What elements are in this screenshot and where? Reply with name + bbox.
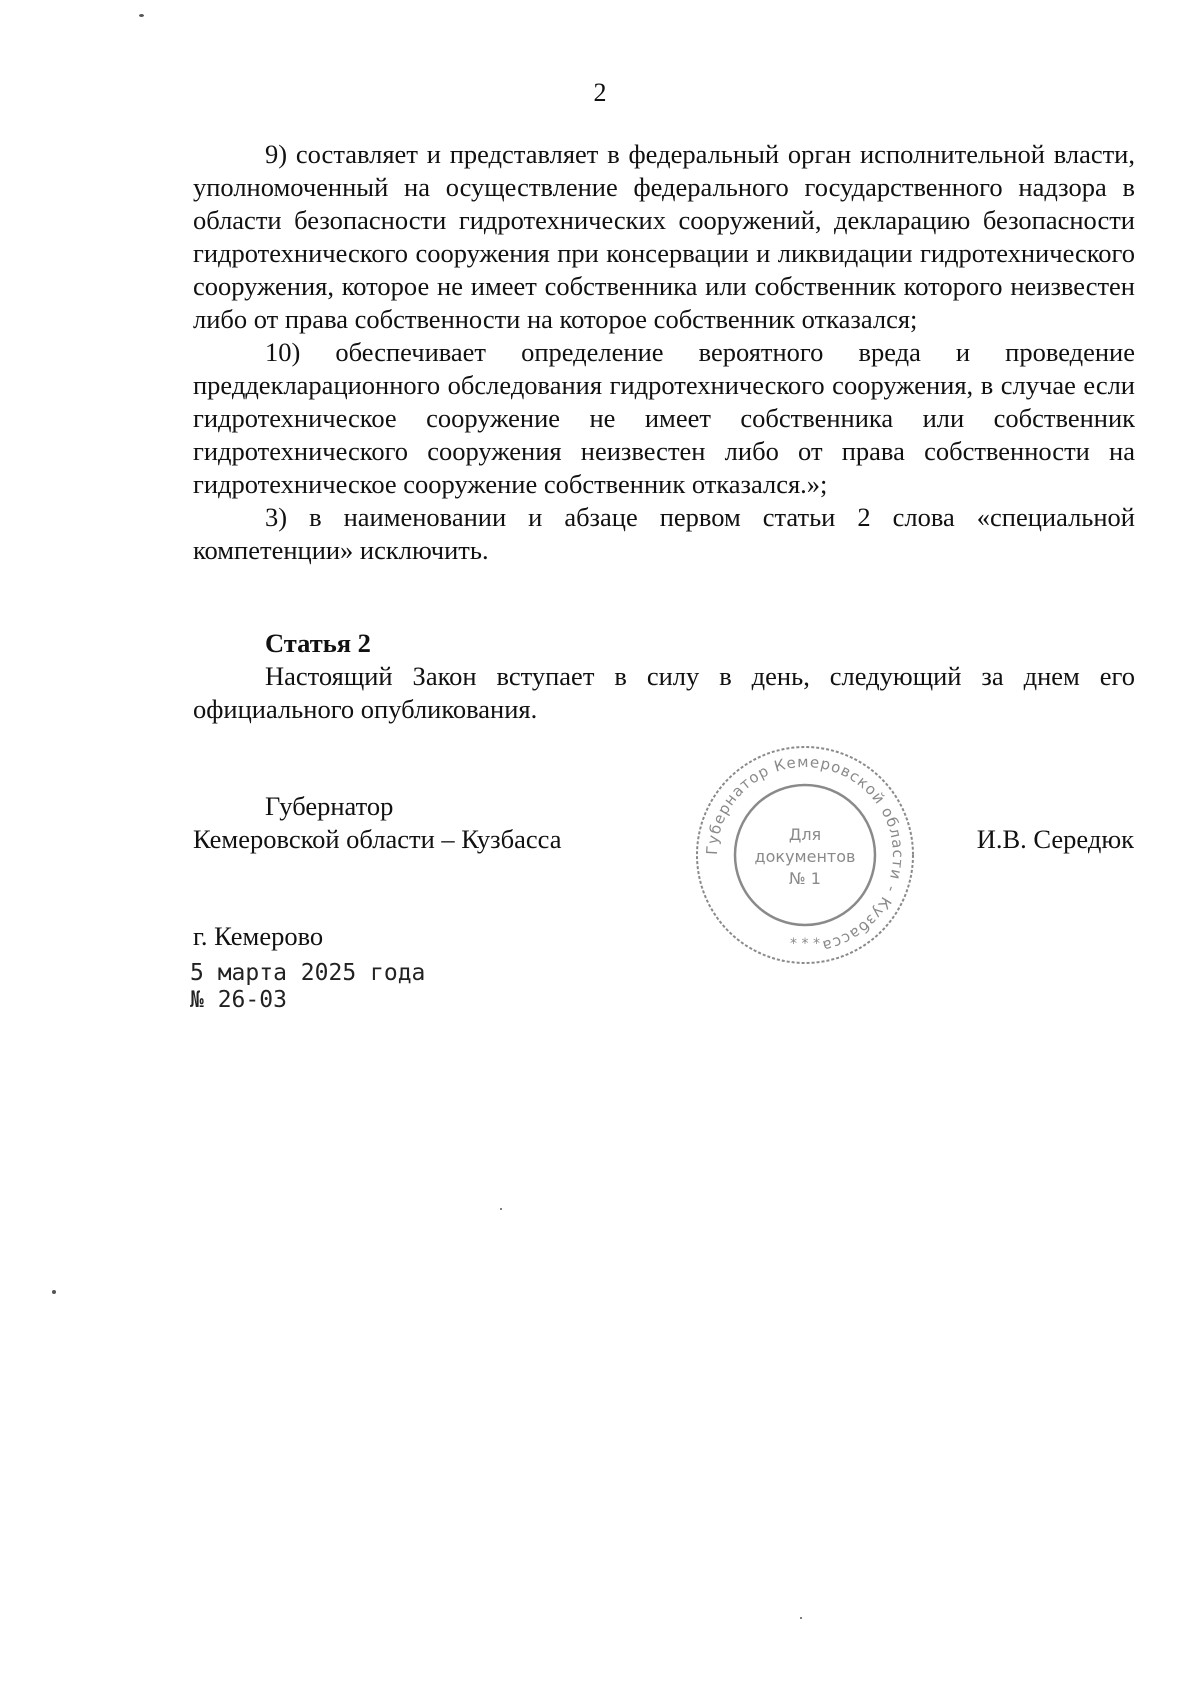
signatory-name: И.В. Середюк <box>976 824 1134 854</box>
seal-center-line2: документов <box>754 847 856 866</box>
seal-center-line1: Для <box>788 825 822 844</box>
article-text: Настоящий Закон вступает в силу в день, следующий за днем его официального опубликования. <box>193 661 1135 724</box>
scan-speck <box>500 1208 502 1210</box>
seal-stars: * * * <box>790 936 820 952</box>
page-number: 2 <box>593 78 607 107</box>
law-number: № 26-03 <box>190 987 287 1013</box>
signatory-region: Кемеровской области – Кузбасса <box>193 824 562 854</box>
paragraph-item-3: 3) в наименовании и абзаце первом статьи 2 слова «специальной компетенции» исключить. <box>193 502 1135 565</box>
seal-ring-text: Губернатор Кемеровской области - Кузбасса <box>702 752 908 956</box>
place-of-signing: г. Кемерово <box>193 921 324 951</box>
signing-date: 5 марта 2025 года <box>190 960 426 986</box>
official-seal-stamp <box>690 740 920 970</box>
law-amendment-text <box>193 138 1135 567</box>
seal-center-line3: № 1 <box>789 869 821 888</box>
scan-speck <box>52 1290 56 1294</box>
scan-speck <box>139 14 144 17</box>
scan-speck <box>800 1617 802 1619</box>
paragraph-item-10: 10) обеспечивает определение вероятного вреда и проведение преддекларационного обследования гидротехнического сооружения, в случае если гидротехническое сооружение не имеет собственника или собственник гидротехнического сооружения неизвестен либо от права собственности на гидротехническое сооружение собственник отказался.»; <box>193 337 1135 499</box>
paragraph-item-9: 9) составляет и представляет в федеральный орган исполнительной власти, уполномоченный на осуществление федерального государственного надзора в области безопасности гидротехнических сооружений, декларацию безопасности гидротехнического сооружения при консервации и ликвидации гидротехнического сооружения, которое не имеет собственника или собственник которого неизвестен либо от права собственности на которое собственник отказался; <box>193 139 1135 334</box>
article-heading: Статья 2 <box>265 628 371 658</box>
signatory-title: Губернатор <box>265 791 394 821</box>
article-2-section <box>193 627 1135 726</box>
